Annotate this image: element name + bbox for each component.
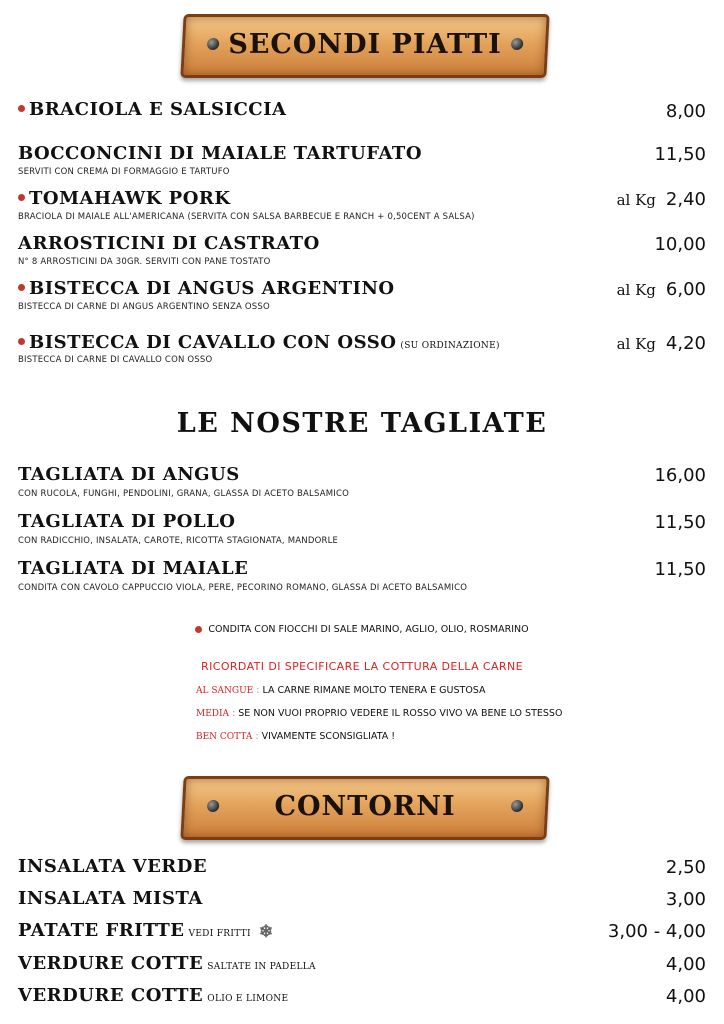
menu-item-price: 8,00	[665, 101, 706, 122]
menu-item-price: 16,00	[654, 465, 706, 486]
secondi-piatti-title: SECONDI PIATTI	[228, 29, 502, 60]
contorni-title: CONTORNI	[274, 791, 456, 822]
menu-item-price: 11,50	[654, 559, 706, 580]
menu-item-price: 11,50	[654, 512, 706, 533]
menu-item-price: al Kg 2,40	[616, 189, 706, 210]
menu-item-name: PATATE FRITTE VEDI FRITTI ❄	[18, 920, 274, 942]
cooking-level-text: VIVAMENTE SCONSIGLIATA !	[261, 731, 396, 742]
menu-item-name: TAGLIATA DI MAIALE	[18, 558, 249, 579]
price-unit: al Kg	[616, 281, 656, 299]
menu-item-price: 3,00	[665, 889, 706, 910]
menu-item-price: 4,00	[665, 954, 706, 975]
menu-item-note: OLIO E LIMONE	[207, 994, 289, 1004]
menu-item-note: (SU ORDINAZIONE)	[400, 341, 500, 351]
menu-item-price: 3,00 - 4,00	[607, 921, 706, 942]
menu-item-price: 2,50	[665, 857, 706, 878]
menu-item-description: CON RADICCHIO, INSALATA, CAROTE, RICOTTA STAGIONATA, MANDORLE	[18, 536, 339, 546]
cooking-level-label: MEDIA	[196, 709, 230, 719]
menu-item-name: TAGLIATA DI POLLO	[18, 511, 236, 532]
menu-item-description: BRACIOLA DI MAIALE ALL'AMERICANA (SERVITA CON SALSA BARBECUE E RANCH + 0,50CENT A SALSA)	[18, 212, 475, 222]
menu-item-description: SERVITI CON CREMA DI FORMAGGIO E TARTUFO	[18, 167, 230, 177]
tagliate-title: LE NOSTRE TAGLIATE	[176, 408, 548, 439]
menu-item-description: N° 8 ARROSTICINI DA 30GR. SERVITI CON PANE TOSTATO	[18, 257, 271, 267]
cooking-level-text: SE NON VUOI PROPRIO VEDERE IL ROSSO VIVO VA BENE LO STESSO	[238, 708, 563, 719]
menu-item-description: BISTECCA DI CARNE DI CAVALLO CON OSSO	[18, 355, 213, 365]
menu-item-name: BISTECCA DI CAVALLO CON OSSO (SU ORDINAZIONE)	[18, 332, 500, 353]
menu-item-name: INSALATA MISTA	[18, 888, 203, 909]
seasoning-note: CONDITA CON FIOCCHI DI SALE MARINO, AGLIO, OLIO, ROSMARINO	[0, 624, 724, 635]
menu-item-note: VEDI FRITTI	[188, 929, 251, 939]
red-dot-icon	[195, 626, 202, 633]
cooking-level-label: BEN COTTA	[196, 732, 253, 742]
menu-item-name: BRACIOLA E SALSICCIA	[18, 99, 287, 120]
menu-item-price: al Kg 6,00	[616, 279, 706, 300]
menu-item-name: TOMAHAWK PORK	[18, 188, 231, 209]
cooking-reminder: RICORDATI DI SPECIFICARE LA COTTURA DELLA CARNE	[201, 660, 523, 673]
menu-item-name: VERDURE COTTE OLIO E LIMONE	[18, 985, 289, 1006]
cooking-level: AL SANGUE : LA CARNE RIMANE MOLTO TENERA E GUSTOSA	[196, 685, 486, 696]
menu-item-description: CON RUCOLA, FUNGHI, PENDOLINI, GRANA, GLASSA DI ACETO BALSAMICO	[18, 489, 350, 499]
contorni-sign	[180, 776, 549, 840]
menu-item-price: 10,00	[654, 234, 706, 255]
menu-item-description: CONDITA CON CAVOLO CAPPUCCIO VIOLA, PERE, PECORINO ROMANO, GLASSA DI ACETO BALSAMICO	[18, 583, 468, 593]
snowflake-icon: ❄	[258, 922, 274, 942]
cooking-level: BEN COTTA : VIVAMENTE SCONSIGLIATA !	[196, 731, 396, 742]
cooking-level-text: LA CARNE RIMANE MOLTO TENERA E GUSTOSA	[262, 685, 486, 696]
menu-item-name: BOCCONCINI DI MAIALE TARTUFATO	[18, 143, 423, 164]
menu-item-name: VERDURE COTTE SALTATE IN PADELLA	[18, 953, 316, 974]
secondi-piatti-sign	[180, 14, 549, 78]
cooking-level-label: AL SANGUE	[196, 686, 254, 696]
menu-item-name: ARROSTICINI DI CASTRATO	[18, 233, 320, 254]
price-unit: al Kg	[616, 335, 656, 353]
menu-item-description: BISTECCA DI CARNE DI ANGUS ARGENTINO SENZA OSSO	[18, 302, 270, 312]
menu-item-name: BISTECCA DI ANGUS ARGENTINO	[18, 278, 395, 299]
price-unit: al Kg	[616, 191, 656, 209]
menu-item-name: TAGLIATA DI ANGUS	[18, 464, 240, 485]
cooking-level: MEDIA : SE NON VUOI PROPRIO VEDERE IL ROSSO VIVO VA BENE LO STESSO	[196, 708, 563, 719]
menu-item-price: 4,00	[665, 986, 706, 1007]
menu-item-note: SALTATE IN PADELLA	[207, 962, 316, 972]
menu-item-price: 11,50	[654, 144, 706, 165]
menu-item-price: al Kg 4,20	[616, 333, 706, 354]
menu-item-name: INSALATA VERDE	[18, 856, 208, 877]
